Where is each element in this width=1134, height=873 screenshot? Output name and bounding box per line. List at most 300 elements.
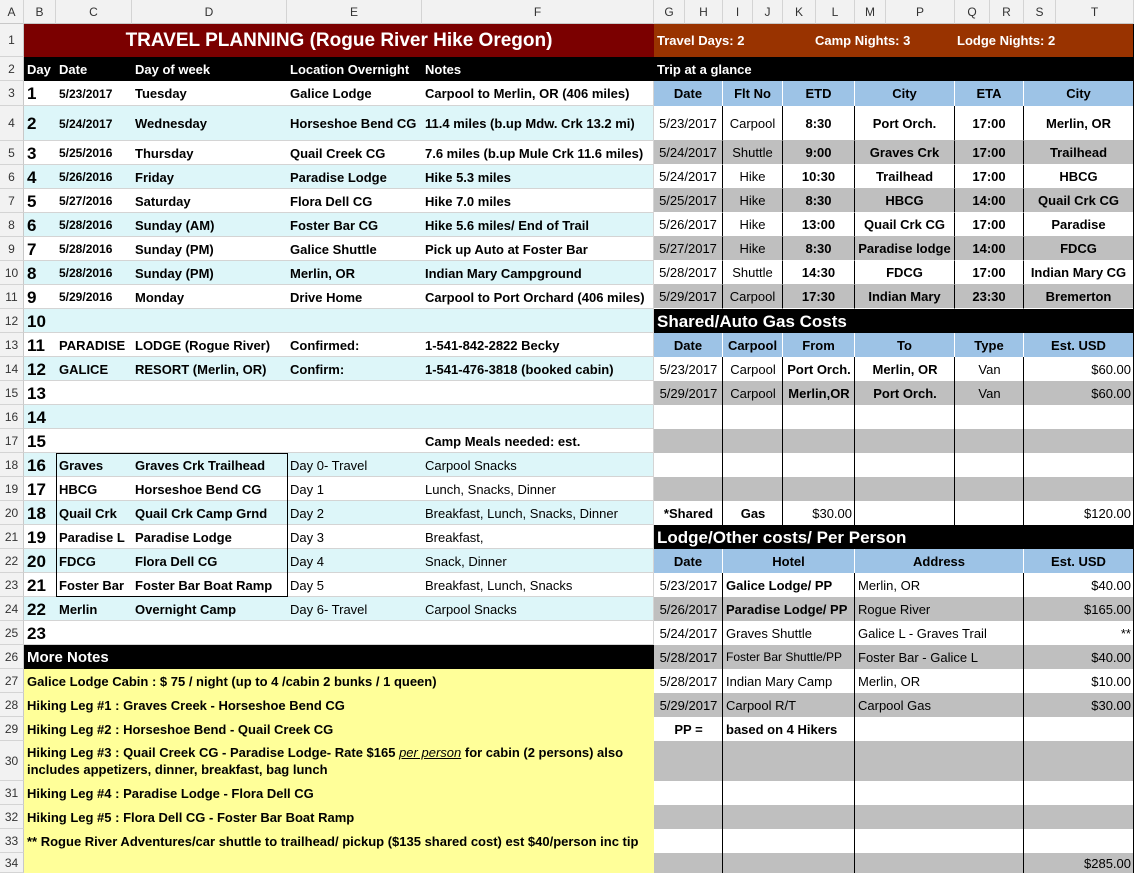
lodge-cell[interactable]: 5/28/2017 bbox=[659, 673, 718, 689]
day-number[interactable]: 15 bbox=[27, 431, 46, 451]
glance-col-header[interactable]: ETA bbox=[955, 81, 1024, 106]
meal-items[interactable]: Carpool Snacks bbox=[425, 601, 517, 617]
notes-cell[interactable]: Hike 7.0 miles bbox=[425, 193, 511, 209]
note-line[interactable]: Hiking Leg #5 : Flora Dell CG - Foster Bar Boat Ramp bbox=[27, 809, 355, 825]
row-header[interactable]: 26 bbox=[0, 645, 24, 669]
row-header[interactable]: 15 bbox=[0, 381, 24, 405]
lodge-cell[interactable]: Carpool R/T bbox=[726, 697, 797, 713]
lodge-nights[interactable]: Lodge Nights: 2 bbox=[957, 33, 1056, 48]
row-header[interactable]: 34 bbox=[0, 853, 24, 873]
glance-cell[interactable]: Quail Crk CG bbox=[855, 213, 955, 237]
glance-cell[interactable]: 5/23/2017 bbox=[654, 106, 723, 141]
gas-title-band[interactable]: Shared/Auto Gas Costs bbox=[654, 309, 1134, 333]
row-header[interactable]: 33 bbox=[0, 829, 24, 853]
note-line[interactable]: Hiking Leg #4 : Paradise Lodge - Flora Dell CG bbox=[27, 785, 314, 801]
meal-abbr[interactable]: Paradise L bbox=[59, 529, 125, 545]
lodge-cell[interactable]: Carpool Gas bbox=[858, 697, 931, 713]
notes-cell[interactable]: Indian Mary Campground bbox=[425, 265, 582, 281]
row-header[interactable]: 21 bbox=[0, 525, 24, 549]
glance-cell[interactable]: Trailhead bbox=[855, 165, 955, 189]
column-header[interactable]: B bbox=[24, 0, 56, 24]
day-number[interactable]: 10 bbox=[27, 311, 46, 331]
glance-cell[interactable]: 5/25/2017 bbox=[654, 189, 723, 213]
row-header[interactable]: 22 bbox=[0, 549, 24, 573]
column-header[interactable]: T bbox=[1056, 0, 1134, 24]
day-number[interactable]: 20 bbox=[27, 551, 46, 571]
gas-cell-bg bbox=[723, 477, 783, 501]
column-header[interactable]: A bbox=[0, 0, 24, 24]
column-header[interactable]: R bbox=[990, 0, 1024, 24]
dow-cell[interactable]: Sunday (AM) bbox=[135, 217, 215, 233]
gas-cell-bg bbox=[654, 405, 723, 429]
lodge-cell[interactable]: 5/28/2017 bbox=[659, 649, 718, 665]
glance-cell[interactable]: Paradise bbox=[1024, 213, 1134, 237]
glance-cell[interactable]: 5/27/2017 bbox=[654, 237, 723, 261]
meal-day[interactable]: Day 4 bbox=[290, 553, 324, 569]
glance-cell[interactable]: Hike bbox=[723, 213, 783, 237]
lodge-cell[interactable]: Rogue River bbox=[858, 601, 931, 617]
travel-days[interactable]: Travel Days: 2 bbox=[657, 33, 745, 48]
glance-cell[interactable]: 17:30 bbox=[783, 285, 855, 309]
notes-cell[interactable]: Carpool to Merlin, OR (406 miles) bbox=[425, 86, 630, 101]
location-cell[interactable]: Galice Shuttle bbox=[290, 241, 377, 257]
contact-status[interactable]: Confirmed: bbox=[290, 337, 360, 353]
glance-cell[interactable]: 23:30 bbox=[955, 285, 1024, 309]
meal-day[interactable]: Day 5 bbox=[290, 577, 324, 593]
lodge-title-band[interactable]: Lodge/Other costs/ Per Person bbox=[654, 525, 1134, 549]
cell-background bbox=[24, 621, 654, 645]
date-cell[interactable]: 5/26/2016 bbox=[59, 170, 113, 184]
lodge-cell[interactable]: Merlin, OR bbox=[858, 673, 921, 689]
lodge-total[interactable]: $285.00 bbox=[1084, 855, 1131, 871]
row-header[interactable]: 4 bbox=[0, 106, 24, 141]
lodge-col-header[interactable]: Address bbox=[855, 549, 1024, 573]
row-header[interactable]: 10 bbox=[0, 261, 24, 285]
day-number[interactable]: 5 bbox=[27, 191, 37, 211]
row-header[interactable]: 25 bbox=[0, 621, 24, 645]
glance-cell[interactable]: 8:30 bbox=[783, 237, 855, 261]
header-location[interactable]: Location Overnight bbox=[290, 61, 410, 77]
row-header[interactable]: 12 bbox=[0, 309, 24, 333]
glance-cell[interactable]: 8:30 bbox=[783, 189, 855, 213]
lodge-cell[interactable]: 5/24/2017 bbox=[659, 625, 718, 641]
date-cell[interactable]: 5/29/2016 bbox=[59, 290, 113, 304]
lodge-cell[interactable]: $30.00 bbox=[1091, 697, 1131, 713]
gas-col-header[interactable]: Date bbox=[654, 333, 723, 357]
day-number[interactable]: 13 bbox=[27, 383, 46, 403]
glance-cell[interactable]: Trailhead bbox=[1024, 141, 1134, 165]
contact-name[interactable]: PARADISE bbox=[59, 337, 126, 353]
notes-cell[interactable]: Carpool to Port Orchard (406 miles) bbox=[425, 289, 645, 305]
note-line[interactable]: Galice Lodge Cabin : $ 75 / night (up to 4 /cabin 2 bunks / 1 queen) bbox=[27, 673, 437, 689]
gas-cell[interactable]: Port Orch. bbox=[873, 385, 937, 401]
gas-cell-bg bbox=[855, 429, 955, 453]
contact-name[interactable]: GALICE bbox=[59, 361, 109, 377]
lodge-cell[interactable]: Indian Mary Camp bbox=[726, 673, 833, 689]
day-number[interactable]: 8 bbox=[27, 263, 37, 283]
glance-cell[interactable]: Indian Mary CG bbox=[1024, 261, 1134, 285]
note-line[interactable]: Hiking Leg #1 : Graves Creek - Horseshoe Bend CG bbox=[27, 697, 345, 713]
day-number[interactable]: 17 bbox=[27, 479, 46, 499]
lodge-cell[interactable]: Graves Shuttle bbox=[726, 625, 812, 641]
lodge-cell-bg bbox=[855, 741, 1024, 781]
meal-place[interactable]: Horseshoe Bend CG bbox=[135, 481, 262, 497]
meal-items[interactable]: Snack, Dinner bbox=[425, 553, 507, 569]
row-header[interactable]: 16 bbox=[0, 405, 24, 429]
row-header[interactable]: 27 bbox=[0, 669, 24, 693]
glance-cell[interactable]: Hike bbox=[723, 237, 783, 261]
meal-day[interactable]: Day 1 bbox=[290, 481, 324, 497]
glance-cell[interactable]: Hike bbox=[723, 165, 783, 189]
gas-cell-bg bbox=[723, 453, 783, 477]
row-header[interactable]: 20 bbox=[0, 501, 24, 525]
glance-cell[interactable]: Quail Crk CG bbox=[1024, 189, 1134, 213]
gas-cell[interactable]: $60.00 bbox=[1091, 361, 1131, 377]
day-number[interactable]: 19 bbox=[27, 527, 46, 547]
lodge-cell[interactable]: 5/23/2017 bbox=[659, 577, 718, 593]
dow-cell[interactable]: Thursday bbox=[135, 145, 194, 161]
lodge-cell[interactable]: $165.00 bbox=[1084, 601, 1131, 617]
glance-title-band[interactable]: Trip at a glance bbox=[654, 57, 1134, 81]
glance-cell[interactable]: Carpool bbox=[723, 106, 783, 141]
row-header[interactable]: 17 bbox=[0, 429, 24, 453]
notes-cell[interactable]: 7.6 miles (b.up Mule Crk 11.6 miles) bbox=[425, 145, 644, 161]
meal-items[interactable]: Breakfast, Lunch, Snacks, Dinner bbox=[425, 505, 618, 521]
date-cell[interactable]: 5/28/2016 bbox=[59, 218, 113, 232]
gas-cell[interactable]: Van bbox=[978, 385, 1001, 401]
column-header[interactable]: L bbox=[816, 0, 855, 24]
contact-place[interactable]: RESORT (Merlin, OR) bbox=[135, 361, 267, 377]
lodge-cell[interactable]: Foster Bar - Galice L bbox=[858, 649, 978, 665]
lodge-cell-bg bbox=[654, 781, 723, 805]
location-cell[interactable]: Flora Dell CG bbox=[290, 193, 373, 209]
column-header[interactable]: Q bbox=[955, 0, 990, 24]
dow-cell[interactable]: Sunday (PM) bbox=[135, 241, 214, 257]
contact-status[interactable]: Confirm: bbox=[290, 361, 345, 377]
glance-cell[interactable]: 17:00 bbox=[955, 165, 1024, 189]
meal-place[interactable]: Paradise Lodge bbox=[135, 529, 232, 545]
gas-cell-bg bbox=[955, 429, 1024, 453]
day-number[interactable]: 21 bbox=[27, 575, 46, 595]
glance-cell[interactable]: Graves Crk bbox=[855, 141, 955, 165]
gas-cell[interactable]: Merlin,OR bbox=[788, 385, 850, 401]
dow-cell[interactable]: Monday bbox=[135, 289, 185, 305]
gas-cell[interactable]: Carpool bbox=[730, 385, 776, 401]
glance-cell[interactable]: HBCG bbox=[855, 189, 955, 213]
notes-cell[interactable]: 11.4 miles (b.up Mdw. Crk 13.2 mi) bbox=[425, 116, 635, 131]
lodge-cell-bg bbox=[1024, 829, 1134, 853]
day-number[interactable]: 1 bbox=[27, 84, 37, 103]
gas-cell[interactable]: 5/23/2017 bbox=[659, 361, 718, 377]
row-header[interactable]: 7 bbox=[0, 189, 24, 213]
notes-cell[interactable]: Hike 5.6 miles/ End of Trail bbox=[425, 217, 590, 233]
glance-cell[interactable]: 8:30 bbox=[783, 106, 855, 141]
meal-items[interactable]: Breakfast, Lunch, Snacks bbox=[425, 577, 573, 593]
glance-cell[interactable]: Shuttle bbox=[723, 261, 783, 285]
notes-cell[interactable]: Pick up Auto at Foster Bar bbox=[425, 241, 588, 257]
header-notes[interactable]: Notes bbox=[425, 61, 462, 77]
contact-phone[interactable]: 1-541-842-2822 Becky bbox=[425, 337, 560, 353]
gas-cell-bg bbox=[654, 453, 723, 477]
lodge-cell[interactable]: $40.00 bbox=[1091, 649, 1131, 665]
note-leg3-line2: includes appetizers, dinner, breakfast, bag lunch bbox=[27, 762, 328, 777]
meal-items[interactable]: Breakfast, bbox=[425, 529, 484, 545]
date-cell[interactable]: 5/27/2016 bbox=[59, 194, 113, 208]
lodge-cell[interactable]: 5/29/2017 bbox=[659, 697, 718, 713]
glance-col-header[interactable]: City bbox=[1024, 81, 1134, 106]
note-line[interactable]: Hiking Leg #2 : Horseshoe Bend - Quail Creek CG bbox=[27, 721, 334, 737]
glance-cell[interactable]: 17:00 bbox=[955, 106, 1024, 141]
note-line[interactable]: ** Rogue River Adventures/car shuttle to trailhead/ pickup ($135 shared cost) est $40/person inc tip bbox=[27, 833, 639, 849]
row-header[interactable]: 23 bbox=[0, 573, 24, 597]
dow-cell[interactable]: Sunday (PM) bbox=[135, 265, 214, 281]
gas-cell-bg bbox=[855, 453, 955, 477]
location-cell[interactable]: Galice Lodge bbox=[290, 86, 372, 101]
glance-cell[interactable]: 17:00 bbox=[955, 261, 1024, 285]
lodge-cell-bg bbox=[855, 781, 1024, 805]
day-number[interactable]: 7 bbox=[27, 239, 37, 259]
header-day[interactable]: Day bbox=[27, 61, 51, 77]
meal-items[interactable]: Carpool Snacks bbox=[425, 457, 517, 473]
gas-cell-bg bbox=[1024, 405, 1134, 429]
meal-day[interactable]: Day 3 bbox=[290, 529, 324, 545]
glance-cell[interactable]: 14:00 bbox=[955, 237, 1024, 261]
lodge-col-header[interactable]: Hotel bbox=[723, 549, 855, 573]
pp-label[interactable]: PP = bbox=[674, 721, 703, 737]
lodge-cell-bg bbox=[654, 741, 723, 781]
meal-place[interactable]: Flora Dell CG bbox=[135, 553, 218, 569]
glance-col-header[interactable]: Flt No bbox=[723, 81, 783, 106]
column-header[interactable]: D bbox=[132, 0, 287, 24]
title-bar[interactable]: TRAVEL PLANNING (Rogue River Hike Oregon) bbox=[24, 24, 654, 57]
row-header[interactable]: 30 bbox=[0, 741, 24, 781]
day-number[interactable]: 3 bbox=[27, 143, 37, 163]
row-header[interactable]: 32 bbox=[0, 805, 24, 829]
row-header[interactable]: 18 bbox=[0, 453, 24, 477]
glance-cell[interactable]: 13:00 bbox=[783, 213, 855, 237]
meal-day[interactable]: Day 2 bbox=[290, 505, 324, 521]
note-leg3[interactable] bbox=[24, 741, 654, 781]
meal-place[interactable]: Quail Crk Camp Grnd bbox=[135, 505, 268, 521]
lodge-cell-bg bbox=[723, 853, 855, 873]
row-header[interactable]: 29 bbox=[0, 717, 24, 741]
column-header[interactable]: P bbox=[886, 0, 955, 24]
gas-cell[interactable]: Van bbox=[978, 361, 1001, 377]
location-cell[interactable]: Paradise Lodge bbox=[290, 169, 387, 185]
row-header[interactable]: 1 bbox=[0, 24, 24, 57]
glance-cell[interactable]: Bremerton bbox=[1024, 285, 1134, 309]
column-header[interactable]: M bbox=[855, 0, 886, 24]
day-number[interactable]: 9 bbox=[27, 287, 37, 307]
date-cell[interactable]: 5/28/2016 bbox=[59, 266, 113, 280]
column-header[interactable]: K bbox=[783, 0, 816, 24]
gas-cell[interactable]: 5/29/2017 bbox=[659, 385, 718, 401]
row-header[interactable]: 5 bbox=[0, 141, 24, 165]
lodge-cell[interactable]: Galice L - Graves Trail bbox=[858, 625, 987, 641]
column-header[interactable]: J bbox=[753, 0, 783, 24]
meal-abbr[interactable]: Graves bbox=[59, 457, 104, 473]
day-number[interactable]: 2 bbox=[27, 114, 37, 133]
column-header[interactable]: C bbox=[56, 0, 132, 24]
glance-cell[interactable]: FDCG bbox=[1024, 237, 1134, 261]
row-header[interactable]: 14 bbox=[0, 357, 24, 381]
gas-col-header[interactable]: To bbox=[855, 333, 955, 357]
meal-place[interactable]: Overnight Camp bbox=[135, 601, 237, 617]
gas-cell[interactable]: Merlin, OR bbox=[872, 361, 938, 377]
meals-box bbox=[56, 453, 288, 597]
gas-cell[interactable]: Port Orch. bbox=[787, 361, 851, 377]
meal-day[interactable]: Day 0- Travel bbox=[290, 457, 368, 473]
gas-shared-amount[interactable]: $30.00 bbox=[812, 505, 852, 521]
glance-cell[interactable]: Hike bbox=[723, 189, 783, 213]
glance-cell[interactable]: Indian Mary bbox=[855, 285, 955, 309]
glance-cell[interactable]: 17:00 bbox=[955, 213, 1024, 237]
camp-nights[interactable]: Camp Nights: 3 bbox=[815, 33, 911, 48]
dow-cell[interactable]: Friday bbox=[135, 169, 175, 185]
glance-cell[interactable]: Merlin, OR bbox=[1024, 106, 1134, 141]
glance-cell[interactable]: FDCG bbox=[855, 261, 955, 285]
day-number[interactable]: 23 bbox=[27, 623, 46, 643]
header-date[interactable]: Date bbox=[59, 61, 88, 77]
meal-abbr[interactable]: Quail Crk bbox=[59, 505, 117, 521]
day-number[interactable]: 12 bbox=[27, 359, 46, 379]
glance-col-header[interactable]: Date bbox=[654, 81, 723, 106]
meal-abbr[interactable]: Foster Bar bbox=[59, 577, 125, 593]
gas-cell-bg bbox=[1024, 453, 1134, 477]
row-header[interactable]: 11 bbox=[0, 285, 24, 309]
column-header[interactable]: I bbox=[723, 0, 753, 24]
meal-place[interactable]: Foster Bar Boat Ramp bbox=[135, 577, 273, 593]
lodge-cell[interactable]: Paradise Lodge/ PP bbox=[726, 601, 848, 617]
day-number[interactable]: 4 bbox=[27, 167, 37, 187]
gas-total[interactable]: $120.00 bbox=[1084, 505, 1131, 521]
glance-cell[interactable]: Paradise lodge bbox=[855, 237, 955, 261]
glance-cell[interactable]: 14:30 bbox=[783, 261, 855, 285]
date-cell[interactable]: 5/24/2017 bbox=[59, 116, 113, 131]
location-cell[interactable]: Quail Creek CG bbox=[290, 145, 386, 161]
day-number[interactable]: 18 bbox=[27, 503, 46, 523]
lodge-cell[interactable]: 5/26/2017 bbox=[659, 601, 718, 617]
gas-gas-label[interactable]: Gas bbox=[740, 505, 766, 521]
day-number[interactable]: 6 bbox=[27, 215, 37, 235]
lodge-cell[interactable]: ** bbox=[1120, 625, 1131, 641]
meal-place[interactable]: Graves Crk Trailhead bbox=[135, 457, 266, 473]
more-notes-header[interactable]: More Notes bbox=[24, 645, 654, 669]
lodge-cell-bg bbox=[1024, 781, 1134, 805]
column-header[interactable]: F bbox=[422, 0, 654, 24]
row-header[interactable]: 3 bbox=[0, 81, 24, 106]
row-header[interactable]: 9 bbox=[0, 237, 24, 261]
lodge-col-header[interactable]: Est. USD bbox=[1024, 549, 1134, 573]
header-dow[interactable]: Day of week bbox=[135, 61, 211, 77]
meal-abbr[interactable]: FDCG bbox=[59, 553, 96, 569]
glance-cell[interactable]: 5/24/2017 bbox=[654, 165, 723, 189]
location-cell[interactable]: Drive Home bbox=[290, 289, 363, 305]
lodge-col-header[interactable]: Date bbox=[654, 549, 723, 573]
glance-cell[interactable]: 5/24/2017 bbox=[654, 141, 723, 165]
lodge-cell[interactable]: $40.00 bbox=[1091, 577, 1131, 593]
meal-items[interactable]: Lunch, Snacks, Dinner bbox=[425, 481, 556, 497]
gas-cell[interactable]: Carpool bbox=[730, 361, 776, 377]
gas-cell-bg bbox=[783, 477, 855, 501]
location-cell[interactable]: Foster Bar CG bbox=[290, 217, 379, 233]
glance-cell[interactable]: 17:00 bbox=[955, 141, 1024, 165]
meal-abbr[interactable]: HBCG bbox=[59, 481, 98, 497]
lodge-cell[interactable]: Galice Lodge/ PP bbox=[726, 577, 833, 593]
row-header[interactable]: 24 bbox=[0, 597, 24, 621]
lodge-cell[interactable]: Foster Bar Shuttle/PP bbox=[726, 649, 843, 664]
gas-col-header[interactable]: Carpool bbox=[723, 333, 783, 357]
lodge-cell[interactable]: Merlin, OR bbox=[858, 577, 921, 593]
glance-col-header[interactable]: City bbox=[855, 81, 955, 106]
gas-cell-bg bbox=[654, 429, 723, 453]
glance-cell[interactable]: 10:30 bbox=[783, 165, 855, 189]
gas-col-header[interactable]: Est. USD bbox=[1024, 333, 1134, 357]
glance-cell[interactable]: Carpool bbox=[723, 285, 783, 309]
camp-meals-label[interactable]: Camp Meals needed: est. bbox=[425, 433, 581, 449]
lodge-cell[interactable]: $10.00 bbox=[1091, 673, 1131, 689]
gas-cell[interactable]: $60.00 bbox=[1091, 385, 1131, 401]
pp-note[interactable]: based on 4 Hikers bbox=[726, 721, 838, 737]
row-header[interactable]: 31 bbox=[0, 781, 24, 805]
column-header[interactable]: G bbox=[654, 0, 685, 24]
glance-cell[interactable]: Shuttle bbox=[723, 141, 783, 165]
notes-cell[interactable]: Hike 5.3 miles bbox=[425, 169, 511, 185]
day-number[interactable]: 14 bbox=[27, 407, 46, 427]
glance-cell[interactable]: 5/28/2017 bbox=[654, 261, 723, 285]
gas-cell-bg bbox=[723, 429, 783, 453]
glance-cell[interactable]: 5/29/2017 bbox=[654, 285, 723, 309]
glance-col-header[interactable]: ETD bbox=[783, 81, 855, 106]
row-header[interactable]: 8 bbox=[0, 213, 24, 237]
glance-cell[interactable]: Port Orch. bbox=[855, 106, 955, 141]
day-number[interactable]: 22 bbox=[27, 599, 46, 619]
row-header[interactable]: 13 bbox=[0, 333, 24, 357]
column-header[interactable]: S bbox=[1024, 0, 1056, 24]
meal-day[interactable]: Day 6- Travel bbox=[290, 601, 368, 617]
glance-cell[interactable]: 14:00 bbox=[955, 189, 1024, 213]
day-number[interactable]: 11 bbox=[27, 335, 45, 355]
location-cell[interactable]: Merlin, OR bbox=[290, 265, 356, 281]
location-cell[interactable]: Horseshoe Bend CG bbox=[290, 116, 417, 131]
row-header[interactable]: 19 bbox=[0, 477, 24, 501]
date-cell[interactable]: 5/28/2016 bbox=[59, 242, 113, 256]
meal-abbr[interactable]: Merlin bbox=[59, 601, 98, 617]
row-header[interactable]: 6 bbox=[0, 165, 24, 189]
gas-cell-bg bbox=[955, 453, 1024, 477]
glance-cell[interactable]: 9:00 bbox=[783, 141, 855, 165]
gas-col-header[interactable]: From bbox=[783, 333, 855, 357]
dow-cell[interactable]: Saturday bbox=[135, 193, 191, 209]
row-header[interactable]: 2 bbox=[0, 57, 24, 81]
date-cell[interactable]: 5/23/2017 bbox=[59, 86, 113, 101]
dow-cell[interactable]: Tuesday bbox=[135, 86, 187, 101]
dow-cell[interactable]: Wednesday bbox=[135, 116, 208, 131]
note-leg3-cont: for cabin (2 persons) also bbox=[464, 745, 624, 760]
date-cell[interactable]: 5/25/2016 bbox=[59, 146, 113, 160]
contact-phone[interactable]: 1-541-476-3818 (booked cabin) bbox=[425, 361, 614, 377]
day-number[interactable]: 16 bbox=[27, 455, 46, 475]
glance-cell[interactable]: HBCG bbox=[1024, 165, 1134, 189]
row-header[interactable]: 28 bbox=[0, 693, 24, 717]
contact-place[interactable]: LODGE (Rogue River) bbox=[135, 337, 271, 353]
gas-cell-bg bbox=[955, 501, 1024, 525]
glance-cell[interactable]: 5/26/2017 bbox=[654, 213, 723, 237]
column-header[interactable]: E bbox=[287, 0, 422, 24]
gas-col-header[interactable]: Type bbox=[955, 333, 1024, 357]
gas-shared-label[interactable]: *Shared bbox=[663, 505, 714, 521]
column-header[interactable]: H bbox=[685, 0, 723, 24]
